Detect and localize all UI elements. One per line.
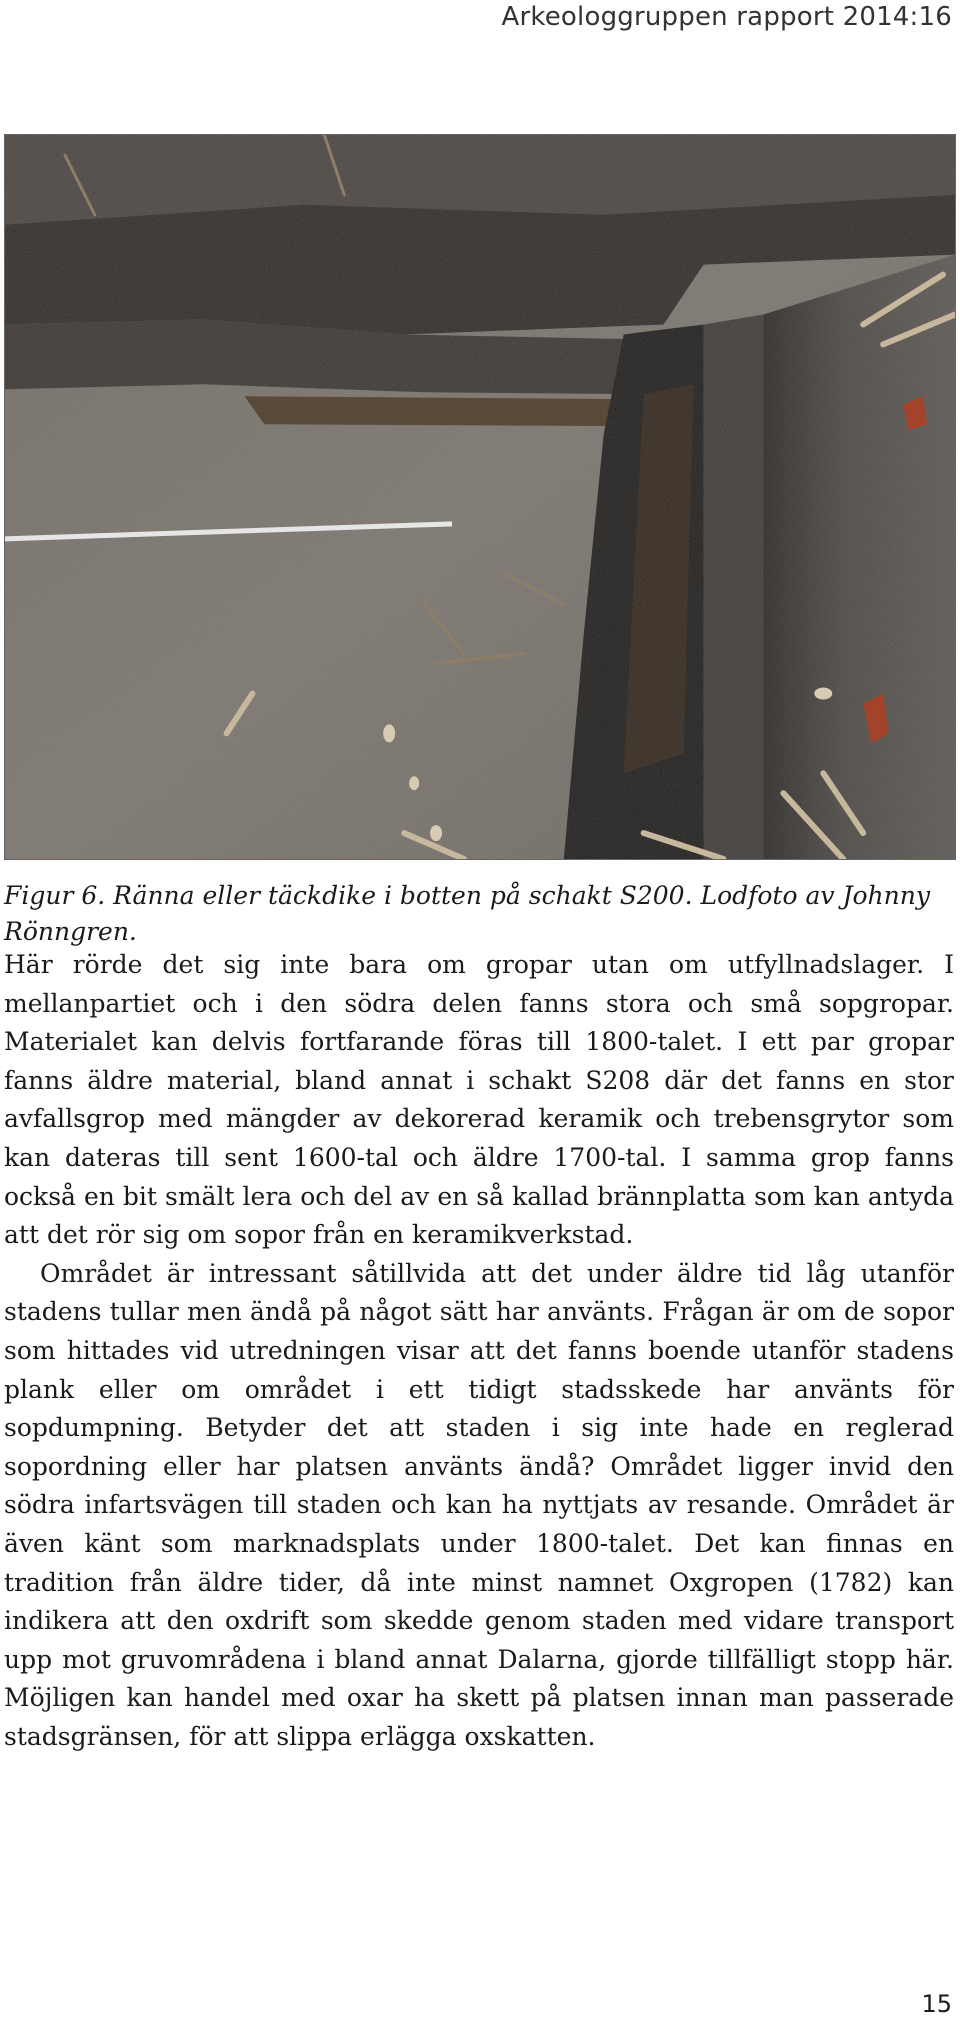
paragraph: Området är intressant såtillvida att det under äldre tid låg utanför stadens tullar men ändå på något sätt har använts. Frågan är om de sopor som hittades vid utredningen visar att det fanns boende utanför stadens plank eller om området i ett tidigt stadsskede har använts för sopdumpning. Betyder det att staden i sig inte hade en reglerad sopordning eller har platsen använts ändå? Området ligger invid den södra infartsvägen till staden och kan ha nyttjats av resande. Området är även känt som marknadsplats under 1800-talet. Det kan finnas en tradition från äldre tider, då inte minst namnet Oxgropen (1782) kan indikera att den oxdrift som skedde genom staden med vidare transport upp mot gruvområdena i bland annat Dalarna, gjorde tillfälligt stopp här. Möjligen kan handel med oxar ha skett på platsen innan man passerade stadsgränsen, för att slippa erlägga oxskatten. (4, 1258, 954, 1751)
report-header: Arkeologgruppen rapport 2014:16 (501, 2, 952, 32)
excavation-photo-drawing (5, 135, 955, 859)
body-text (4, 946, 954, 1756)
page-number: 15 (921, 1990, 952, 2018)
excavation-photo (4, 134, 956, 860)
figure-caption: Figur 6. Ränna eller täckdike i botten på schakt S200. Lodfoto av Johnny Rönngren. (4, 881, 930, 946)
paragraph: Här rörde det sig inte bara om gropar utan om utfyllnadslager. I mellanpartiet och i den södra delen fanns stora och små sopgropar. Materialet kan delvis fortfarande föras till 1800-talet. I ett par gropar fanns äldre material, bland annat i schakt S208 där det fanns en stor avfallsgrop med mängder av dekorerad keramik och trebensgrytor som kan dateras till sent 1600-tal och äldre 1700-tal. I samma grop fanns också en bit smält lera och del av en så kallad brännplatta som kan antyda att det rör sig om sopor från en keramikverkstad. (4, 950, 954, 1250)
